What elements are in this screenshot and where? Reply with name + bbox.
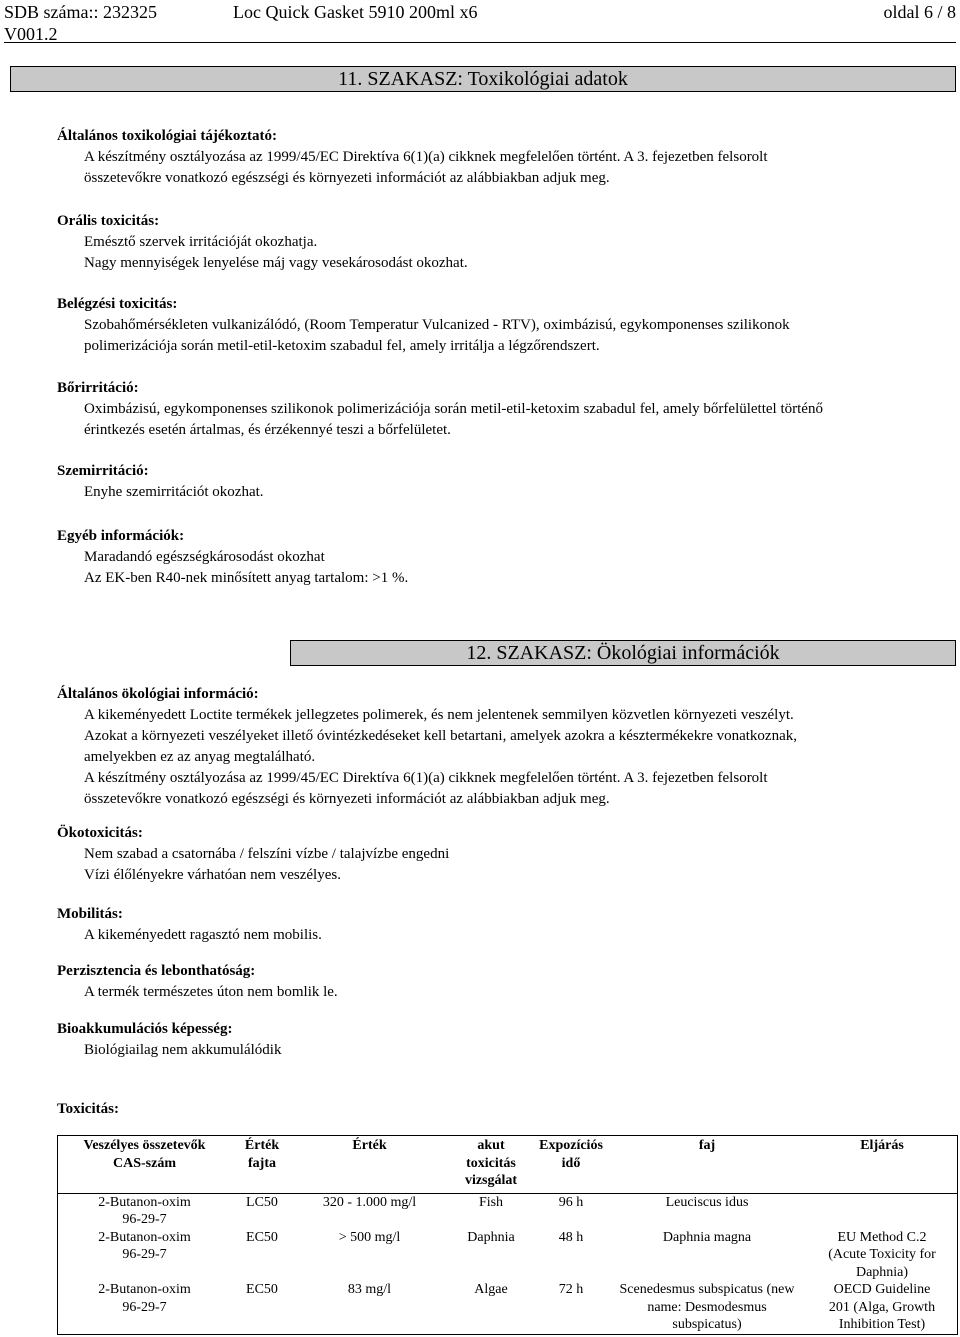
mobility-text bbox=[57, 925, 937, 946]
table-cell: 320 - 1.000 mg/l bbox=[322, 1194, 417, 1210]
eye-irritation-heading: Szemirritáció: bbox=[57, 463, 149, 479]
section-12-title-bar bbox=[290, 640, 956, 666]
text-line: összetevőkre vonatkozó egészségi és környezeti információt az alábbiakban adjuk meg. bbox=[84, 170, 610, 186]
general-ecology-block bbox=[57, 684, 957, 810]
column-header: Expozíciós idő bbox=[539, 1138, 603, 1171]
table-cell: EU Method C.2 (Acute Toxicity for Daphnia) bbox=[828, 1229, 936, 1280]
table-row bbox=[57, 1193, 957, 1229]
table-cell: > 500 mg/l bbox=[338, 1229, 401, 1245]
page-number: oldal 6 / 8 bbox=[883, 2, 956, 22]
text-line: Enyhe szemirritációt okozhat. bbox=[84, 484, 264, 500]
text-line: Oximbázisú, egykomponenses szilikonok polimerizációja során metil-etil-ketoxim szabadul fel, amely bőrfelülettel történő bbox=[84, 401, 823, 417]
text-line: Maradandó egészségkárosodást okozhat bbox=[84, 549, 325, 565]
text-line: Szobahőmérsékleten vulkanizálódó, (Room Temperatur Vulcanized - RTV), oximbázisú, egykomponenses szilikonok bbox=[84, 317, 790, 333]
toxicity-heading-block bbox=[57, 1099, 937, 1120]
bioaccumulation-heading: Bioakkumulációs képesség: bbox=[57, 1021, 233, 1037]
table-cell: Daphnia magna bbox=[662, 1229, 752, 1245]
oral-toxicity-text bbox=[57, 232, 937, 274]
section-11-title: 11. SZAKASZ: Toxikológiai adatok bbox=[338, 68, 628, 90]
section-12-title: 12. SZAKASZ: Ökológiai információk bbox=[466, 642, 780, 664]
column-header: faj bbox=[698, 1138, 716, 1153]
table-cell: LC50 bbox=[246, 1194, 278, 1210]
table-cell: 48 h bbox=[558, 1229, 584, 1245]
text-line: Nagy mennyiségek lenyelése máj vagy vesekárosodást okozhat. bbox=[84, 255, 468, 271]
table-cell: Daphnia bbox=[467, 1229, 515, 1245]
column-header: akut toxicitás vizsgálat bbox=[464, 1138, 518, 1188]
text-line: érintkezés esetén ártalmas, és érzékennyé teszi a bőrfelületet. bbox=[84, 422, 451, 438]
persistence-block bbox=[57, 961, 937, 1003]
text-line: Azokat a környezeti veszélyeket illető óvintézkedéseket kell betartani, amelyek azokra a késztermékekre vonatkoznak, bbox=[84, 728, 797, 744]
general-toxicology-heading: Általános toxikológiai tájékoztató: bbox=[57, 128, 277, 144]
bioaccumulation-text bbox=[57, 1040, 937, 1061]
text-line: összetevőkre vonatkozó egészségi és környezeti információt az alábbiakban adjuk meg. bbox=[84, 791, 610, 807]
general-ecology-heading: Általános ökológiai információ: bbox=[57, 686, 259, 702]
table-cell: Algae bbox=[474, 1282, 508, 1297]
column-header: Eljárás bbox=[860, 1138, 904, 1153]
table-cell: 72 h bbox=[558, 1282, 584, 1297]
header-divider bbox=[4, 42, 956, 43]
general-toxicology-text bbox=[57, 147, 937, 189]
table-cell: 2-Butanon-oxim 96-29-7 bbox=[98, 1229, 191, 1262]
persistence-heading: Perzisztencia és lebonthatóság: bbox=[57, 963, 256, 979]
table-cell: 2-Butanon-oxim 96-29-7 bbox=[98, 1282, 191, 1315]
column-header: Érték fajta bbox=[244, 1138, 280, 1171]
eye-irritation-text bbox=[57, 482, 937, 503]
text-line: A készítmény osztályozása az 1999/45/EC Direktíva 6(1)(a) cikknek megfelelően történt. A 3. fejezetben felsorolt bbox=[84, 149, 768, 165]
table-cell: OECD Guideline 201 (Alga, Growth Inhibition Test) bbox=[828, 1282, 936, 1332]
oral-toxicity-heading: Orális toxicitás: bbox=[57, 213, 160, 229]
text-line: Emésztő szervek irritációját okozhatja. bbox=[84, 234, 318, 250]
toxicity-heading: Toxicitás: bbox=[57, 1101, 119, 1117]
toxicity-table bbox=[57, 1135, 957, 1334]
table-cell: Leuciscus idus bbox=[665, 1194, 749, 1210]
toxicity-table-header bbox=[57, 1135, 957, 1193]
ecotoxicity-heading: Ökotoxicitás: bbox=[57, 825, 143, 841]
table-row bbox=[57, 1229, 957, 1282]
ecotoxicity-block bbox=[57, 823, 937, 886]
column-header: Veszélyes összetevők CAS-szám bbox=[83, 1138, 206, 1171]
text-line: A kikeményedett Loctite termékek jellegzetes polimerek, és nem jelentenek semmilyen közvetlen környezeti veszélyt. bbox=[84, 707, 794, 723]
text-line: A készítmény osztályozása az 1999/45/EC Direktíva 6(1)(a) cikknek megfelelően történt. A 3. fejezetben felsorolt bbox=[84, 770, 768, 786]
oral-toxicity-block bbox=[57, 211, 937, 274]
inhalation-toxicity-text bbox=[57, 315, 937, 357]
document-number: SDB száma:: 232325 bbox=[4, 2, 157, 22]
other-info-block bbox=[57, 526, 937, 589]
bioaccumulation-block bbox=[57, 1019, 937, 1061]
ecotoxicity-text bbox=[57, 844, 937, 886]
skin-irritation-block bbox=[57, 378, 937, 441]
text-line: Vízi élőlényekre várhatóan nem veszélyes. bbox=[84, 867, 341, 883]
eye-irritation-block bbox=[57, 461, 937, 503]
table-cell: 83 mg/l bbox=[347, 1282, 392, 1297]
other-info-heading: Egyéb információk: bbox=[57, 528, 185, 544]
section-11-title-bar bbox=[10, 66, 956, 92]
column-header: Érték bbox=[352, 1138, 387, 1153]
table-row bbox=[57, 1281, 957, 1334]
skin-irritation-heading: Bőrirritáció: bbox=[57, 380, 139, 396]
skin-irritation-text bbox=[57, 399, 937, 441]
general-toxicology-block bbox=[57, 126, 937, 189]
text-line: A kikeményedett ragasztó nem mobilis. bbox=[84, 927, 322, 943]
table-cell: Scenedesmus subspicatus (new name: Desmodesmus subspicatus) bbox=[619, 1282, 795, 1332]
table-cell: Fish bbox=[478, 1194, 504, 1210]
persistence-text bbox=[57, 982, 937, 1003]
table-cell: EC50 bbox=[246, 1282, 278, 1297]
inhalation-toxicity-heading: Belégzési toxicitás: bbox=[57, 296, 178, 312]
text-line: Nem szabad a csatornába / felszíni vízbe / talajvízbe engedni bbox=[84, 846, 450, 862]
product-name: Loc Quick Gasket 5910 200ml x6 bbox=[233, 2, 478, 22]
text-line: Biológiailag nem akkumulálódik bbox=[84, 1042, 282, 1058]
text-line: amelyekben ez az anyag megtalálható. bbox=[84, 749, 316, 765]
mobility-block bbox=[57, 904, 937, 946]
table-cell: 2-Butanon-oxim 96-29-7 bbox=[98, 1194, 191, 1227]
table-cell bbox=[807, 1193, 957, 1229]
other-info-text bbox=[57, 547, 937, 589]
text-line: Az EK-ben R40-nek minősített anyag tartalom: >1 %. bbox=[84, 570, 409, 586]
inhalation-toxicity-block bbox=[57, 294, 937, 357]
version-label: V001.2 bbox=[4, 24, 58, 44]
table-cell: 96 h bbox=[558, 1194, 584, 1210]
text-line: A termék természetes úton nem bomlik le. bbox=[84, 984, 338, 1000]
mobility-heading: Mobilitás: bbox=[57, 906, 123, 922]
general-ecology-text bbox=[57, 705, 957, 810]
table-cell: EC50 bbox=[246, 1229, 278, 1245]
text-line: polimerizációja során metil-etil-ketoxim szabadul fel, amely irritálja a légzőrendszert. bbox=[84, 338, 600, 354]
